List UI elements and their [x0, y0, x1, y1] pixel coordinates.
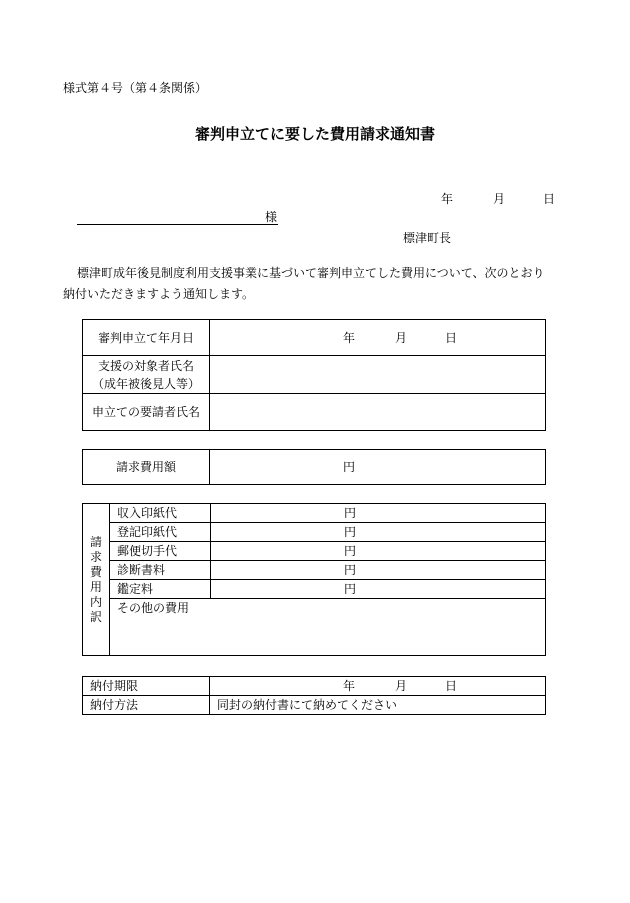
- breakdown-item-value: [211, 561, 546, 580]
- addressee-underline: [77, 224, 278, 225]
- applicant-table: [82, 319, 546, 431]
- date-year-label: 年: [441, 192, 454, 206]
- breakdown-item-label: 診断書料: [110, 561, 211, 580]
- breakdown-item-unit: 円: [344, 563, 357, 577]
- requester-name-value: [210, 394, 546, 431]
- body-text-line1: 標津町成年後見制度利用支援事業に基づいて審判申立てした費用について、次のとおり: [77, 266, 545, 280]
- table-row: [83, 542, 546, 561]
- breakdown-item-value: [211, 580, 546, 599]
- page-title: 審判申立てに要した費用請求通知書: [194, 125, 435, 143]
- breakdown-side-label: [83, 504, 110, 656]
- amount-unit: 円: [343, 460, 356, 474]
- date-day-label: 日: [543, 192, 556, 206]
- application-date-month: 月: [395, 331, 408, 345]
- breakdown-item-label: 登記印紙代: [110, 523, 211, 542]
- table-row: [83, 320, 546, 356]
- breakdown-item-value: [211, 542, 546, 561]
- issuer: 標津町長: [403, 231, 452, 245]
- amount-value: [210, 450, 546, 485]
- application-date-year: 年: [343, 331, 356, 345]
- date-month-label: 月: [493, 192, 506, 206]
- table-row: [83, 677, 546, 696]
- application-date-value: [210, 320, 546, 356]
- breakdown-item-value: [211, 504, 546, 523]
- breakdown-side-char: 費: [89, 564, 102, 579]
- table-row: [83, 580, 546, 599]
- subject-name-label-line1: 支援の対象者氏名: [97, 358, 194, 373]
- table-row: [83, 450, 546, 485]
- table-row: [83, 599, 546, 656]
- breakdown-side-char: 内: [89, 594, 102, 609]
- application-date-day: 日: [445, 331, 458, 345]
- payment-table: [82, 676, 546, 715]
- deadline-year: 年: [343, 679, 356, 693]
- breakdown-item-unit: 円: [344, 525, 357, 539]
- breakdown-side-char: 用: [89, 579, 102, 594]
- deadline-day: 日: [445, 679, 458, 693]
- payment-deadline-label: 納付期限: [83, 677, 210, 696]
- breakdown-item-label: 鑑定料: [110, 580, 211, 599]
- breakdown-side-char: 求: [89, 549, 102, 564]
- table-row: [83, 356, 546, 394]
- deadline-month: 月: [395, 679, 408, 693]
- subject-name-value: [210, 356, 546, 394]
- application-date-label: 審判申立て年月日: [83, 320, 210, 356]
- table-row: [83, 561, 546, 580]
- table-row: [83, 523, 546, 542]
- form-number: 様式第４号（第４条関係）: [63, 81, 208, 95]
- other-costs-label: その他の費用: [110, 599, 546, 656]
- breakdown-item-label: 収入印紙代: [110, 504, 211, 523]
- breakdown-side-char: 訳: [89, 609, 102, 624]
- amount-label: 請求費用額: [83, 450, 210, 485]
- body-text-line2: 納付いただきますよう通知します。: [63, 287, 255, 301]
- breakdown-item-value: [211, 523, 546, 542]
- breakdown-item-unit: 円: [344, 544, 357, 558]
- subject-name-label: [83, 356, 210, 394]
- breakdown-side-char: 請: [89, 534, 102, 549]
- payment-method-label: 納付方法: [83, 696, 210, 715]
- breakdown-item-unit: 円: [344, 582, 357, 596]
- payment-deadline-value: [210, 677, 546, 696]
- subject-name-label-line2: （成年被後見人等）: [91, 376, 200, 391]
- table-row: [83, 504, 546, 523]
- payment-method-value: 同封の納付書にて納めてください: [210, 696, 546, 715]
- table-row: [83, 696, 546, 715]
- breakdown-item-label: 郵便切手代: [110, 542, 211, 561]
- requester-name-label: 申立ての要請者氏名: [83, 394, 210, 431]
- breakdown-item-unit: 円: [344, 506, 357, 520]
- addressee-suffix: 様: [265, 210, 278, 224]
- table-row: [83, 394, 546, 431]
- breakdown-table: [82, 503, 546, 656]
- amount-table: [82, 449, 546, 485]
